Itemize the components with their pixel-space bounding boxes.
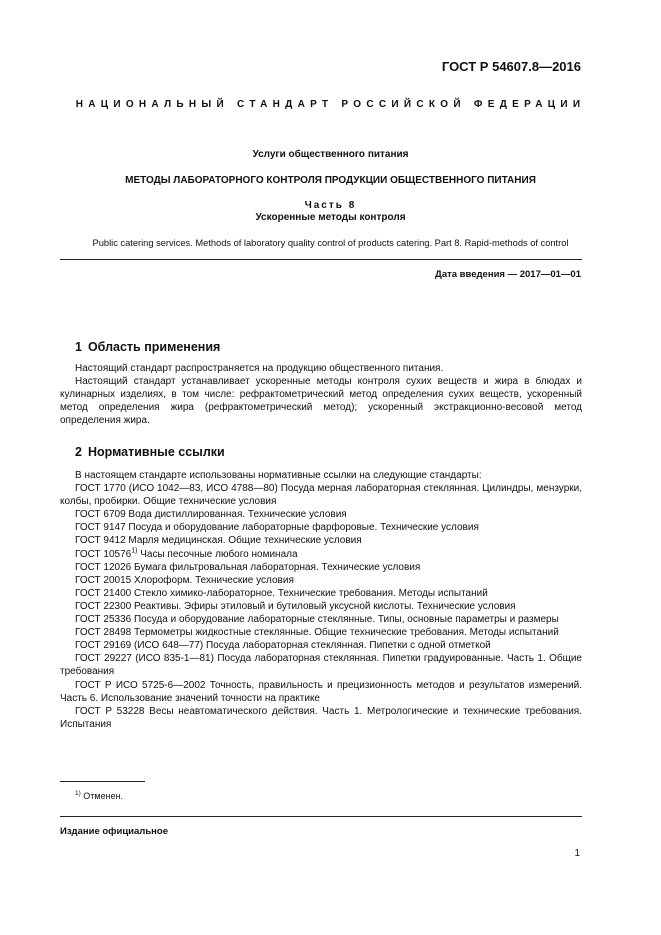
introduction-date: Дата введения — 2017—01—01 (435, 269, 581, 280)
normative-references-list (60, 469, 582, 731)
section-1-heading (75, 340, 220, 354)
page-number: 1 (574, 848, 580, 859)
english-title: Public catering services. Methods of laboratory quality control of products catering. Part 8. Rapid-methods of control (92, 238, 569, 248)
reference-item (60, 548, 582, 561)
footnote (75, 791, 123, 801)
section-2-heading (75, 445, 225, 459)
document-subtitle: Ускоренные методы контроля (255, 212, 406, 223)
reference-item: ГОСТ 29169 (ИСО 648—77) Посуда лабораторная стеклянная. Пипетки с одной отметкой (75, 640, 491, 652)
national-standard-heading: НАЦИОНАЛЬНЫЙ СТАНДАРТ РОССИЙСКОЙ ФЕДЕРАЦИИ (75, 99, 586, 110)
footnote-divider (60, 781, 145, 782)
document-number: ГОСТ Р 54607.8—2016 (441, 59, 581, 74)
reference-item: ГОСТ 29227 (ИСО 835-1—81) Посуда лабораторная стеклянная. Пипетки градуированные. Часть 1. Общие требования (60, 653, 582, 678)
reference-item: ГОСТ 1770 (ИСО 1042—83, ИСО 4788—80) Посуда мерная лабораторная стеклянная. Цилиндры, мензурки, колбы, пробирки. Общие технические условия (60, 483, 582, 508)
reference-code: ГОСТ 10576 (75, 548, 132, 560)
reference-item: ГОСТ 12026 Бумага фильтровальная лабораторная. Технические условия (75, 561, 421, 573)
section-1-body (60, 362, 582, 427)
footnote-marker: 1) (131, 547, 138, 555)
section-2-number: 2 (75, 445, 82, 459)
reference-item: ГОСТ 25336 Посуда и оборудование лабораторные стеклянные. Типы, основные параметры и размеры (75, 614, 559, 626)
reference-item: ГОСТ Р 53228 Весы неавтоматического действия. Часть 1. Метрологические и технические требования. Испытания (60, 705, 582, 730)
footer-divider (60, 816, 582, 817)
series-title: Услуги общественного питания (252, 149, 409, 160)
reference-item: ГОСТ 6709 Вода дистиллированная. Технические условия (75, 509, 347, 521)
reference-text: Часы песочные любого номинала (140, 548, 298, 560)
reference-item: ГОСТ 22300 Реактивы. Эфиры этиловый и бутиловый уксусной кислоты. Технические условия (75, 600, 516, 612)
title-divider (60, 259, 582, 260)
section-1-paragraph: Настоящий стандарт распространяется на продукцию общественного питания. (75, 363, 444, 374)
part-label: Часть 8 (304, 200, 357, 211)
footnote-text: Отменен. (83, 791, 124, 801)
section-1-number: 1 (75, 340, 82, 354)
reference-item: ГОСТ 21400 Стекло химико-лабораторное. Технические требования. Методы испытаний (75, 587, 488, 599)
references-intro: В настоящем стандарте использованы нормативные ссылки на следующие стандарты: (75, 470, 482, 481)
section-1-paragraph: Настоящий стандарт устанавливает ускоренные методы контроля сухих веществ и жира в блюдах и кулинарных изделиях, в том числе: рефрактометрический метод определения сухих веществ, ускоренный метод определения жира (рефрактометрический метод); ускоренный экстракционно-весовой метод определения жира. (60, 376, 582, 426)
reference-item: ГОСТ Р ИСО 5725-6—2002 Точность, правильность и прецизионность методов и результатов измерений. Часть 6. Использование значений точности на практике (60, 679, 582, 704)
reference-item: ГОСТ 20015 Хлороформ. Технические условия (75, 574, 294, 586)
reference-item: ГОСТ 9412 Марля медицинская. Общие технические условия (75, 535, 362, 547)
section-1-title: Область применения (87, 340, 221, 354)
reference-item: ГОСТ 9147 Посуда и оборудование лабораторные фарфоровые. Технические условия (75, 522, 479, 534)
section-2-title: Нормативные ссылки (87, 445, 225, 459)
document-title: МЕТОДЫ ЛАБОРАТОРНОГО КОНТРОЛЯ ПРОДУКЦИИ ОБЩЕСТВЕННОГО ПИТАНИЯ (125, 175, 536, 186)
official-edition-label: Издание официальное (60, 826, 168, 837)
footnote-mark: 1) (75, 790, 81, 797)
reference-item: ГОСТ 28498 Термометры жидкостные стеклянные. Общие технические требования. Методы испытаний (75, 627, 559, 639)
